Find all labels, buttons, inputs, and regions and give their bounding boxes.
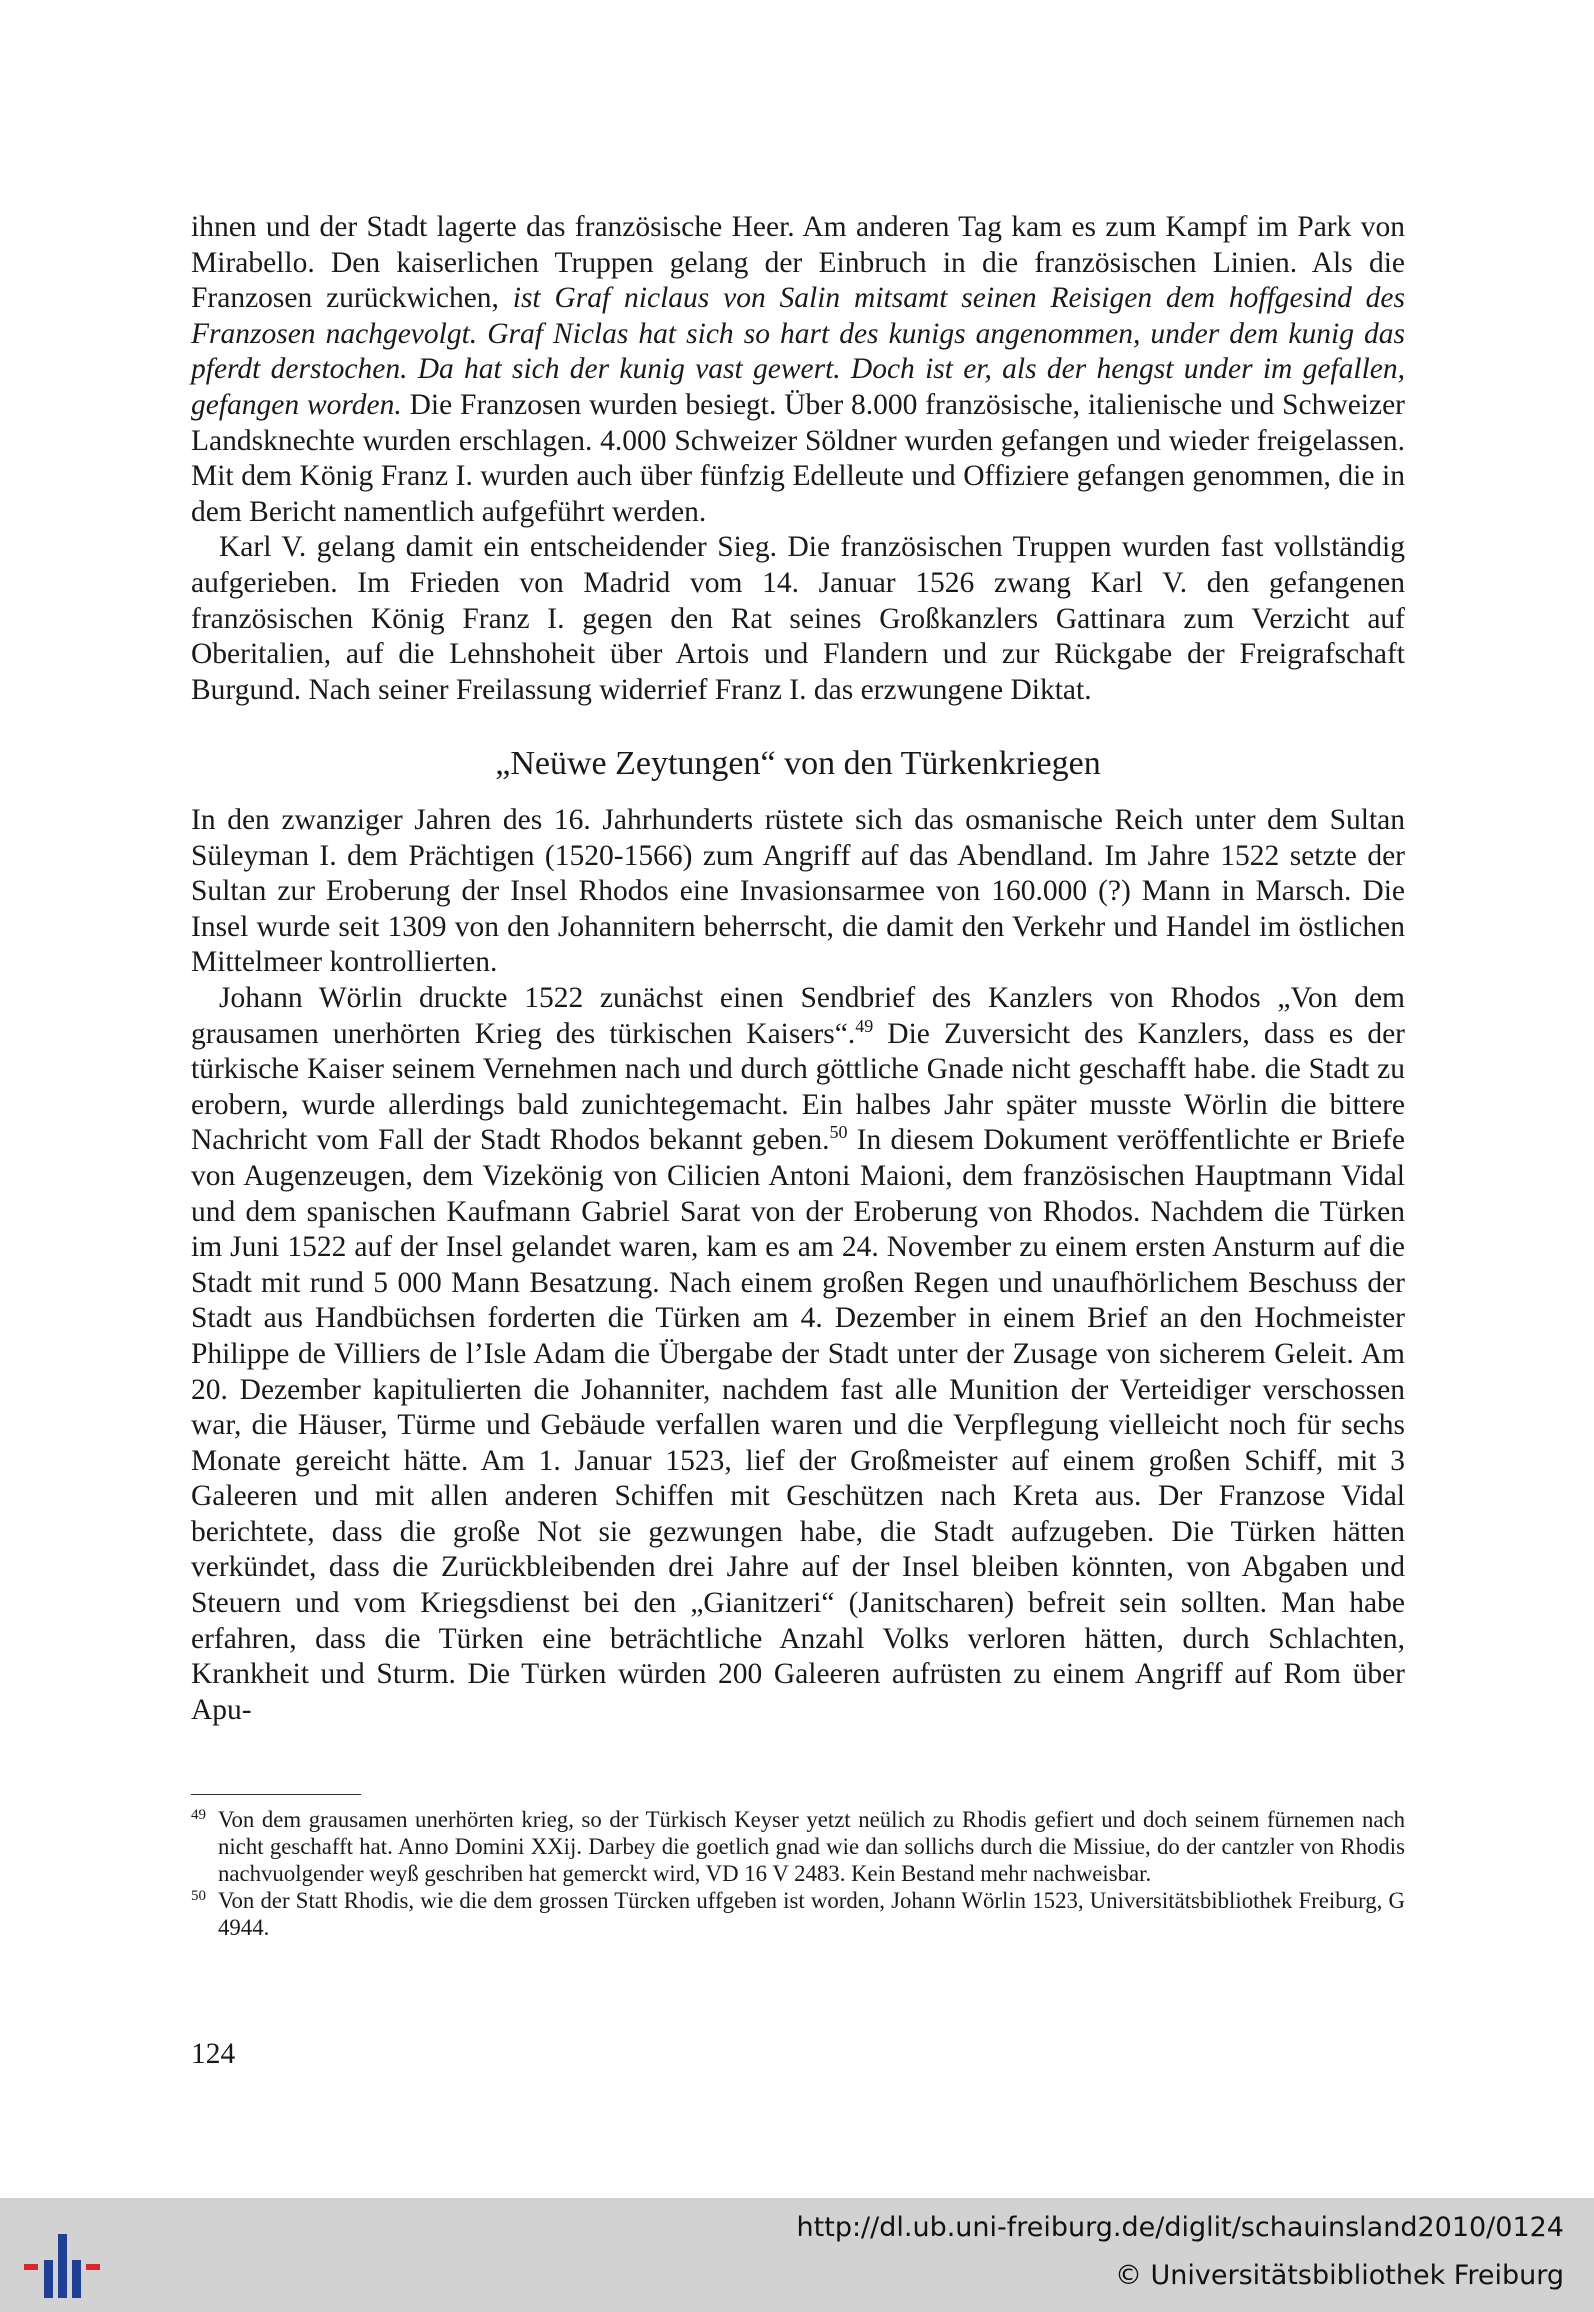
quoted-source-text: ist Graf niclaus von Salin mitsamt seinen Reisigen dem hoffgesind des Franzosen nachgevolgt. Graf Niclas hat sich so hart des kunigs angenommen, under dem kunig das pferdt derstochen. Da hat sich der kunig vast gewert. Doch ist er, als der hengst under im gefallen, gefangen worden. [191, 282, 1405, 421]
text-block-main [191, 803, 1405, 1728]
footnote-reference[interactable]: 49 [855, 1015, 874, 1036]
paragraph [191, 210, 1405, 530]
page-number: 124 [191, 2038, 236, 2070]
logo-bar-center [58, 2234, 67, 2298]
paragraph-text: In diesem Dokument veröffentlichte er Briefe von Augenzeugen, dem Vizekönig von Cilicien Antoni Maioni, dem französischen Hauptmann Vidal und dem spanischen Kaufmann Gabriel Sarat von der Eroberung von Rhodos. Nachdem die Türken im Juni 1522 auf der Insel gelandet waren, kam es am 24. November zu einem ersten Ansturm auf die Stadt mit rund 5 000 Mann Besatzung. Nach einem großen Regen und unaufhörlichem Beschuss der Stadt aus Handbüchsen forderten die Türken am 4. Dezember in einem Brief an den Hochmeister Philippe de Villiers de l’Isle Adam die Übergabe der Stadt unter der Zusage von sicherem Geleit. Am 20. Dezember kapitulierten die Johanniter, nachdem fast alle Munition der Verteidiger verschossen war, die Häuser, Türme und Gebäude verfallen waren und die Verpflegung vielleicht noch für sechs Monate gereicht hätte. Am 1. Januar 1523, lief der Großmeister auf einem großen Schiff, mit 3 Galeeren und mit allen anderen Schiffen mit Geschützen nach Kreta aus. Der Franzose Vidal berichtete, dass die große Not sie gezwungen habe, die Stadt aufzugeben. Die Türken hätten verkündet, dass die Zurückbleibenden drei Jahre auf der Insel bleiben könnten, von Abgaben und Steuern und vom Kriegsdienst bei den „Gianitzeri“ (Janitscharen) befreit sein sollten. Man habe erfahren, dass die Türken eine beträchtliche Anzahl Volks verloren hätten, durch Schlachten, Krankheit und Sturm. Die Türken würden 200 Galeeren aufrüsten zu einem Angriff auf Rom über Apu- [191, 1124, 1405, 1726]
logo-bar-left [24, 2264, 38, 2270]
paragraph-text: Johann Wörlin druckte 1522 zunächst einen Sendbrief des Kanzlers von Rhodos „Von dem grausamen unerhörten Krieg des türkischen Kaisers“. [191, 981, 1405, 1050]
footnote-number: 50 [191, 1888, 206, 1904]
paragraph-text: Die Franzosen wurden besiegt. Über 8.000 französische, italienische und Schweizer Landsknechte wurden erschlagen. 4.000 Schweizer Söldner wurden gefangen und wieder freigelassen. Mit dem König Franz I. wurden auch über fünfzig Edelleute und Offiziere gefangen genommen, die in dem Bericht namentlich aufgeführt werden. [191, 388, 1406, 528]
footnote-reference[interactable]: 50 [829, 1122, 848, 1143]
logo-bar-right [86, 2264, 100, 2270]
footnote-divider [191, 1794, 361, 1795]
footnote [191, 1887, 1405, 1941]
footnote-text: Von dem grausamen unerhörten krieg, so der Türkisch Keyser yetzt neülich zu Rhodis gefiert und doch seinem fürnemen nach nicht geschafft hat. Anno Domini XXij. Darbey die goetlich gnad wie dan sollichs durch die Missiue, do der cantzler von Rhodis nachvuolgender weyß geschriben hat gemerckt wird, VD 16 V 2483. Kein Bestand mehr nachweisbar. [218, 1807, 1405, 1886]
paragraph: In den zwanziger Jahren des 16. Jahrhunderts rüstete sich das osmanische Reich unter dem Sultan Süleyman I. dem Prächtigen (1520-1566) zum Angriff auf das Abendland. Im Jahre 1522 setzte der Sultan zur Eroberung der Insel Rhodos eine Invasionsarmee von 160.000 (?) Mann in Marsch. Die Insel wurde seit 1309 von den Johannitern beherrscht, die damit den Verkehr und Handel im östlichen Mittelmeer kontrollierten. [191, 804, 1405, 979]
footnotes [191, 1806, 1405, 1941]
footnote-text: Von der Statt Rhodis, wie die dem grossen Türcken uffgeben ist worden, Johann Wörlin 1523, Universitätsbibliothek Freiburg, G 4944. [218, 1888, 1405, 1940]
paragraph-text: ihnen und der Stadt lagerte das französische Heer. Am anderen Tag kam es zum Kampf im Park von Mirabello. Den kaiserlichen Truppen gelang der Einbruch in die französischen Linien. Als die Franzosen zurückwichen, [191, 211, 1405, 315]
footnote-number: 49 [191, 1807, 206, 1823]
footer-bar [0, 2198, 1594, 2312]
paragraph: Karl V. gelang damit ein entscheidender Sieg. Die französischen Truppen wurden fast vollständig aufgerieben. Im Frieden von Madrid vom 14. Januar 1526 zwang Karl V. den gefangenen französischen König Franz I. gegen den Rat seines Großkanzlers Gattinara zum Verzicht auf Oberitalien, auf die Lehnshoheit über Artois und Flandern und zur Rückgabe der Freigrafschaft Burgund. Nach seiner Freilassung widerrief Franz I. das erzwungene Diktat. [191, 531, 1405, 706]
permalink-url[interactable]: http://dl.ub.uni-freiburg.de/diglit/schauinsland2010/0124 [796, 2212, 1564, 2243]
footnote [191, 1806, 1405, 1887]
copyright-notice: © Universitätsbibliothek Freiburg [1114, 2260, 1564, 2291]
logo-bar-mid-left [44, 2260, 53, 2298]
logo-bar-mid-right [72, 2260, 81, 2298]
paragraph-text: Die Zuversicht des Kanzlers, dass es der türkische Kaiser seinem Vernehmen nach und durch göttliche Gnade nicht geschafft habe. die Stadt zu erobern, wurde allerdings bald zunichtegemacht. Ein halbes Jahr später musste Wörlin die bittere Nachricht vom Fall der Stadt Rhodos bekannt geben. [191, 1017, 1406, 1157]
section-heading: „Neüwe Zeytungen“ von den Türkenkriegen [495, 745, 1101, 782]
paragraph [191, 981, 1405, 1728]
ub-freiburg-logo-icon [22, 2214, 102, 2298]
text-block-top [191, 210, 1405, 708]
